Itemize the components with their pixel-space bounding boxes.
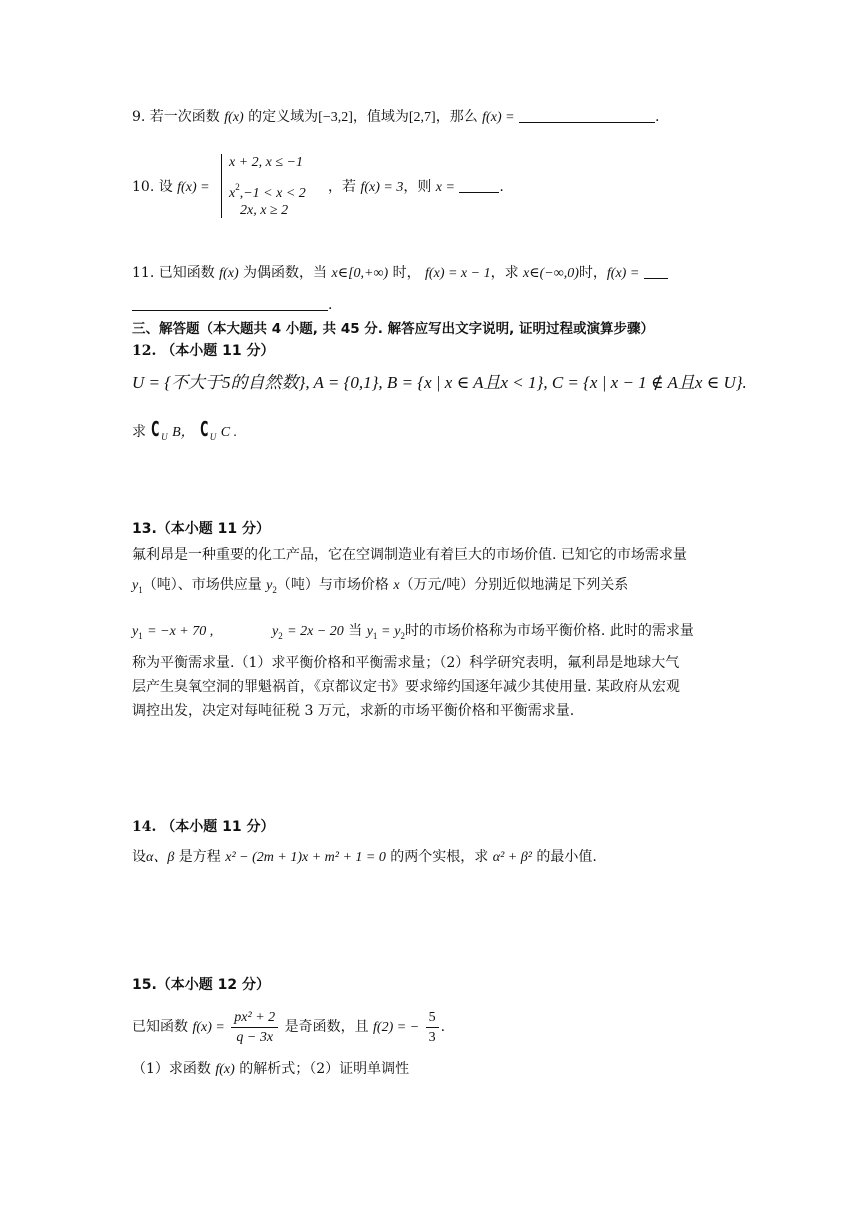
q14-header: 14. （本小题 11 分） xyxy=(132,819,275,835)
q15-fraction: $\frac{\text{px² + 2}}{q - 3x}$ xyxy=(231,1009,278,1046)
q10-brace xyxy=(221,154,222,218)
q13-line-4: 称为平衡需求量.（1）求平衡价格和平衡需求量；（2）科学研究表明，氟利昂是地球大气 xyxy=(132,655,680,671)
question-10-label: 10. 设 f(x) = xyxy=(132,179,210,195)
complement-icon: C xyxy=(151,417,160,441)
q13-line-1: 氟利昂是一种重要的化工产品，它在空调制造业有着巨大的市场价值. 已知它的市场需求量 xyxy=(132,547,687,563)
q10-case-1: x + 2, x ≤ −1 xyxy=(229,155,304,170)
q15-body: 已知函数 f(x) = $\frac{\text{px² + 2}}{q - 3x}$ 是奇函数，且 f(2) = − $\frac{5}{3}$ . xyxy=(132,1009,446,1045)
q11-answer-blank-2[interactable] xyxy=(132,296,328,311)
q9-fx: f(x) xyxy=(224,110,244,125)
q15-tasks: （1）求函数 f(x) 的解析式；（2）证明单调性 xyxy=(132,1061,410,1077)
q10-answer-blank[interactable] xyxy=(459,178,499,193)
q12-question: 求 $C_U$ B， $C_U$ C . xyxy=(132,417,238,442)
q9-range: [2,7] xyxy=(408,110,436,125)
q15-header: 15.（本小题 12 分） xyxy=(132,977,271,993)
q13-line-6: 调控出发，决定对每吨征税 3 万元，求新的市场平衡价格和平衡需求量. xyxy=(132,703,575,719)
question-9: 9. 若一次函数 f(x) 的定义域为[−3,2]，值域为[2,7]，那么 f(x) = . xyxy=(132,109,660,125)
q10-case-3: 2x, x ≥ 2 xyxy=(240,203,289,218)
q12-header: 12. （本小题 11 分） xyxy=(132,343,275,359)
q15-f2-fraction: $\frac{5}{3}$ xyxy=(426,1009,439,1046)
q11-answer-blank-1[interactable] xyxy=(644,264,668,279)
q9-answer-blank[interactable] xyxy=(519,108,655,123)
q13-header: 13.（本小题 11 分） xyxy=(132,521,271,537)
q13-line-3b: $y_2 = 2x - 20$ 当 $y_1 = y_2$时的市场价格称为市场平衡价格. 此时的需求量 xyxy=(272,623,694,641)
question-11: 11. 已知函数 f(x) 为偶函数，当 x∈[0,+∞) 时， f(x) = x − 1，求 x∈(−∞,0)时，f(x) = xyxy=(132,264,668,283)
complement-icon: C xyxy=(200,417,209,441)
q12-set-definitions: U = {不大于5的自然数}, A = {0,1}, B = {x | x ∈ A且x < 1}, C = {x | x − 1 ∉ A且x ∈ U}. xyxy=(132,373,747,392)
q13-line-3: $y_1 = -x + 70$ , xyxy=(132,624,214,641)
q10-condition: ，若 f(x) = 3，则 x = . xyxy=(328,179,504,195)
q9-domain: [−3,2] xyxy=(318,110,353,125)
q10-case-2: $x^2,-1 < x < 2$ xyxy=(229,182,306,201)
section-3-heading: 三、解答题（本大题共 4 小题, 共 45 分. 解答应写出文字说明, 证明过程或演算步骤） xyxy=(132,321,654,337)
q13-line-2: $y_1$（吨）、市场供应量 $y_2$（吨）与市场价格 x（万元/吨）分别近似地满足下列关系 xyxy=(132,577,629,595)
q14-body: 设α、β 是方程 x² − (2m + 1)x + m² + 1 = 0 的两个实根，求 α² + β² 的最小值. xyxy=(132,849,597,865)
q13-line-5: 层产生臭氧空洞的罪魁祸首，《京都议定书》要求缔约国逐年减少其使用量. 某政府从宏观 xyxy=(132,679,680,695)
q11-continuation: . xyxy=(132,296,332,314)
